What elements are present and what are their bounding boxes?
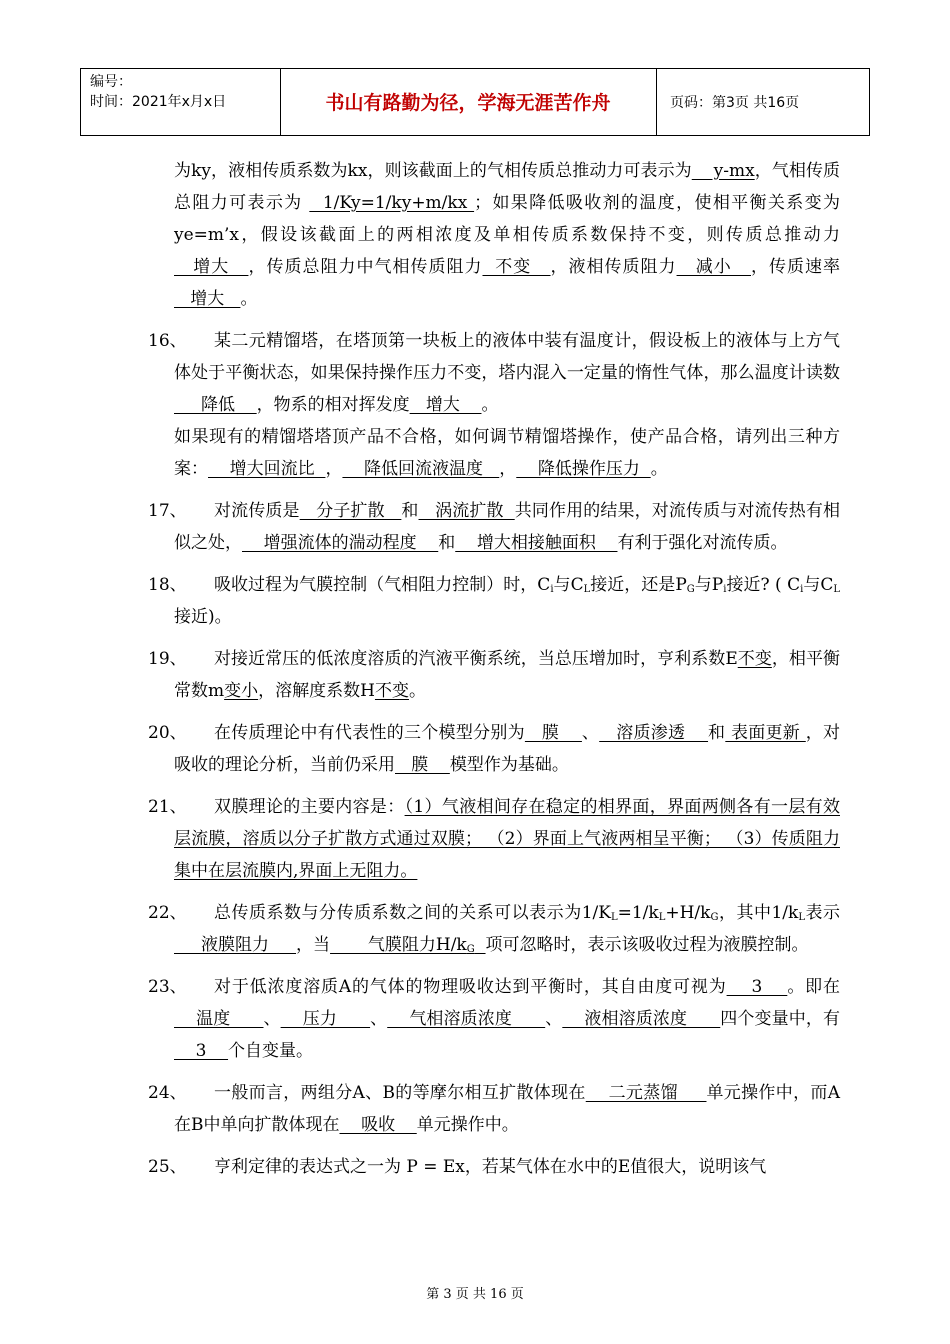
document-body [140, 155, 840, 1193]
answer-blank: 不变 [737, 649, 772, 669]
text: 有利于强化对流传质。 [617, 533, 788, 553]
question-text [174, 897, 840, 961]
text: 吸收过程为气膜控制（气相阻力控制）时，C [214, 575, 551, 595]
question-text [174, 717, 840, 781]
text: 个自变量。 [228, 1041, 314, 1061]
text: ，溶解度系数H [258, 681, 375, 701]
text: 、 [581, 723, 600, 743]
paragraph-continuation [140, 155, 840, 315]
question-text [174, 971, 840, 1067]
question-text [174, 643, 840, 707]
text: 为ky，液相传质系数为kx，则该截面上的气相传质总推动力可表示为 [174, 161, 692, 181]
header-top-rule [80, 68, 870, 69]
answer-blank: 降低操作压力 [516, 459, 651, 479]
text: =1/k [617, 903, 659, 923]
question-number: 16、 [148, 331, 187, 351]
subscript: G [466, 944, 475, 955]
text: 双膜理论的主要内容是： [214, 797, 405, 817]
subscript: L [658, 912, 666, 923]
question-number: 21、 [148, 797, 187, 817]
text: 一般而言，两组分A、B的等摩尔相互扩散体现在 [214, 1083, 586, 1103]
answer-blank [330, 935, 486, 955]
answer-blank: 增大相接触面积 [455, 533, 618, 553]
answer-blank: 液相溶质浓度 [562, 1009, 721, 1029]
question-number: 24、 [148, 1083, 187, 1103]
text: 、 [370, 1009, 388, 1029]
answer-blank: 溶质渗透 [599, 723, 709, 743]
header-divider [80, 68, 81, 136]
text: ，其中1/k [718, 903, 799, 923]
text: 亨利定律的表达式之一为 P = Ex，若某气体在水中的E值很大，说明该气 [214, 1157, 767, 1177]
text: ，当 [296, 935, 331, 955]
question-text [174, 791, 840, 887]
text: 四个变量中，有 [720, 1009, 841, 1029]
text: 。 [408, 681, 426, 701]
answer-blank: 二元蒸馏 [585, 1083, 707, 1103]
subscript: G [686, 584, 695, 595]
text: ；如果降低吸收剂的温度，使相平衡关系变为ye=m’x，假设该截面上的两相浓度及单相传质系数保持不变，则传质总推动力 [174, 193, 841, 245]
question-22 [140, 897, 840, 961]
question-number: 17、 [148, 501, 187, 521]
header-divider [656, 68, 657, 136]
header-page-info: 页码：第3页 共16页 [670, 95, 800, 111]
subscript: G [710, 912, 719, 923]
subscript: i [723, 584, 727, 595]
text: 对流传质是 [214, 501, 300, 521]
question-number: 22、 [148, 903, 187, 923]
answer-blank: 温度 [174, 1009, 264, 1029]
answer-blank: 降低 [174, 395, 257, 415]
answer-blank: 不变 [482, 257, 551, 277]
answer-blank: y-mx [691, 161, 755, 181]
text: 总传质系数与分传质系数之间的关系可以表示为1/K [214, 903, 611, 923]
text: 。即在 [787, 977, 841, 997]
text: +H/k [665, 903, 711, 923]
question-number: 19、 [148, 649, 187, 669]
text: ，传质速率 [751, 257, 841, 277]
page-footer: 第 3 页 共 16 页 [426, 1287, 524, 1302]
text: 如果现有的精馏塔塔顶产品不合格，如何调节精馏塔操作，使产品合格，请列出三种方案： [174, 427, 840, 479]
answer-blank: 3 [726, 977, 788, 997]
text: 与C [553, 575, 584, 595]
text: ，相平衡常数m [174, 649, 841, 701]
subscript: i [800, 584, 804, 595]
text: 。 [650, 459, 668, 479]
subscript: L [610, 912, 618, 923]
answer-blank: 增强流体的湍动程度 [242, 533, 439, 553]
answer-blank: 降低回流液温度 [342, 459, 500, 479]
text: 共同作用的结果，对流传质与对流传热有相似之处， [174, 501, 841, 553]
page-header [80, 68, 870, 136]
text: 项可忽略时，表示该吸收过程为液膜控制。 [485, 935, 809, 955]
text: 、 [263, 1009, 281, 1029]
answer-blank: （1）气液相间存在稳定的相界面，界面两侧各有一层有效层流膜，溶质以分子扩散方式通过双膜； （2）界面上气液两相呈平衡； （3）传质阻力集中在层流膜内,界面上无阻力。 [174, 797, 840, 881]
question-number: 20、 [148, 723, 187, 743]
answer-blank: 不变 [374, 681, 409, 701]
answer-blank: 增大 [174, 289, 241, 309]
answer-blank: 吸收 [339, 1115, 417, 1135]
text: 接近，还是P [590, 575, 687, 595]
text: 单元操作中。 [416, 1115, 519, 1135]
answer-blank: 分子扩散 [299, 501, 402, 521]
text: 接近)。 [174, 607, 232, 627]
question-number: 23、 [148, 977, 187, 997]
question-text [174, 569, 840, 633]
paragraph-text [174, 155, 840, 315]
subscript: L [798, 912, 805, 923]
header-meta [90, 72, 226, 112]
answer-blank: 气相溶质浓度 [387, 1009, 546, 1029]
question-17 [140, 495, 840, 559]
question-18 [140, 569, 840, 633]
question-text [174, 495, 840, 559]
question-number: 25、 [148, 1157, 187, 1177]
code-label: 编号： [90, 74, 132, 90]
question-24 [140, 1077, 840, 1141]
answer-blank: 涡流扩散 [418, 501, 515, 521]
text: 模型作为基础。 [449, 755, 569, 775]
answer-blank: 压力 [280, 1009, 371, 1029]
text: 接近? ( C [726, 575, 801, 595]
question-20 [140, 717, 840, 781]
answer-blank: 增大回流比 [208, 459, 326, 479]
question-text [174, 325, 840, 421]
question-16 [140, 325, 840, 485]
text: ， [499, 459, 517, 479]
text: 气膜阻力H/k [330, 935, 467, 955]
question-text [174, 1077, 840, 1141]
text: ，传质总阻力中气相传质阻力 [248, 257, 483, 277]
answer-blank: 膜 [524, 723, 582, 743]
question-23 [140, 971, 840, 1067]
text: ，液相传质阻力 [550, 257, 677, 277]
text: 对接近常压的低浓度溶质的汽液平衡系统，当总压增加时，亨利系数E [214, 649, 738, 669]
text: 和 [438, 533, 456, 553]
answer-blank: 增大 [174, 257, 249, 277]
text: 与P [694, 575, 724, 595]
question-text [174, 421, 840, 485]
text: 和 [401, 501, 419, 521]
text: 在传质理论中有代表性的三个模型分别为 [214, 723, 525, 743]
header-motto: 书山有路勤为径，学海无涯苦作舟 [325, 92, 611, 114]
text: 。 [481, 395, 499, 415]
answer-blank: 3 [174, 1041, 229, 1061]
question-25 [140, 1151, 840, 1183]
subscript: L [833, 584, 840, 595]
date-label: 时间：2021年x月x日 [90, 94, 227, 110]
text: 、 [545, 1009, 563, 1029]
answer-blank: 1/Ky=1/ky+m/kx [309, 193, 475, 213]
text: ，气相传质总阻力可表示为 [174, 161, 841, 213]
header-divider [869, 68, 870, 136]
text: 。 [240, 289, 258, 309]
question-text [174, 1151, 840, 1183]
question-19 [140, 643, 840, 707]
text: 表示 [804, 903, 840, 923]
text: 与C [803, 575, 834, 595]
question-21 [140, 791, 840, 887]
text: 对于低浓度溶质A的气体的物理吸收达到平衡时，其自由度可视为 [214, 977, 727, 997]
answer-blank: 变小 [224, 681, 259, 701]
text [475, 935, 486, 955]
answer-blank: 增大 [409, 395, 482, 415]
text: ， [325, 459, 343, 479]
answer-blank: 液膜阻力 [174, 935, 297, 955]
subscript: i [550, 584, 554, 595]
text: 和 [708, 723, 726, 743]
question-number: 18、 [148, 575, 187, 595]
text: ，物系的相对挥发度 [256, 395, 410, 415]
header-bottom-rule [80, 135, 870, 136]
text: ，对吸收的理论分析，当前仍采用 [174, 723, 841, 775]
text: 某二元精馏塔，在塔顶第一块板上的液体中装有温度计，假设板上的液体与上方气体处于平衡状态，如果保持操作压力不变，塔内混入一定量的惰性气体，那么温度计读数 [174, 331, 840, 383]
subscript: L [583, 584, 591, 595]
text: 单元操作中，而A在B中单向扩散体现在 [174, 1083, 840, 1135]
answer-blank: 减小 [676, 257, 751, 277]
answer-blank: 表面更新 [725, 723, 806, 743]
answer-blank: 膜 [395, 755, 450, 775]
